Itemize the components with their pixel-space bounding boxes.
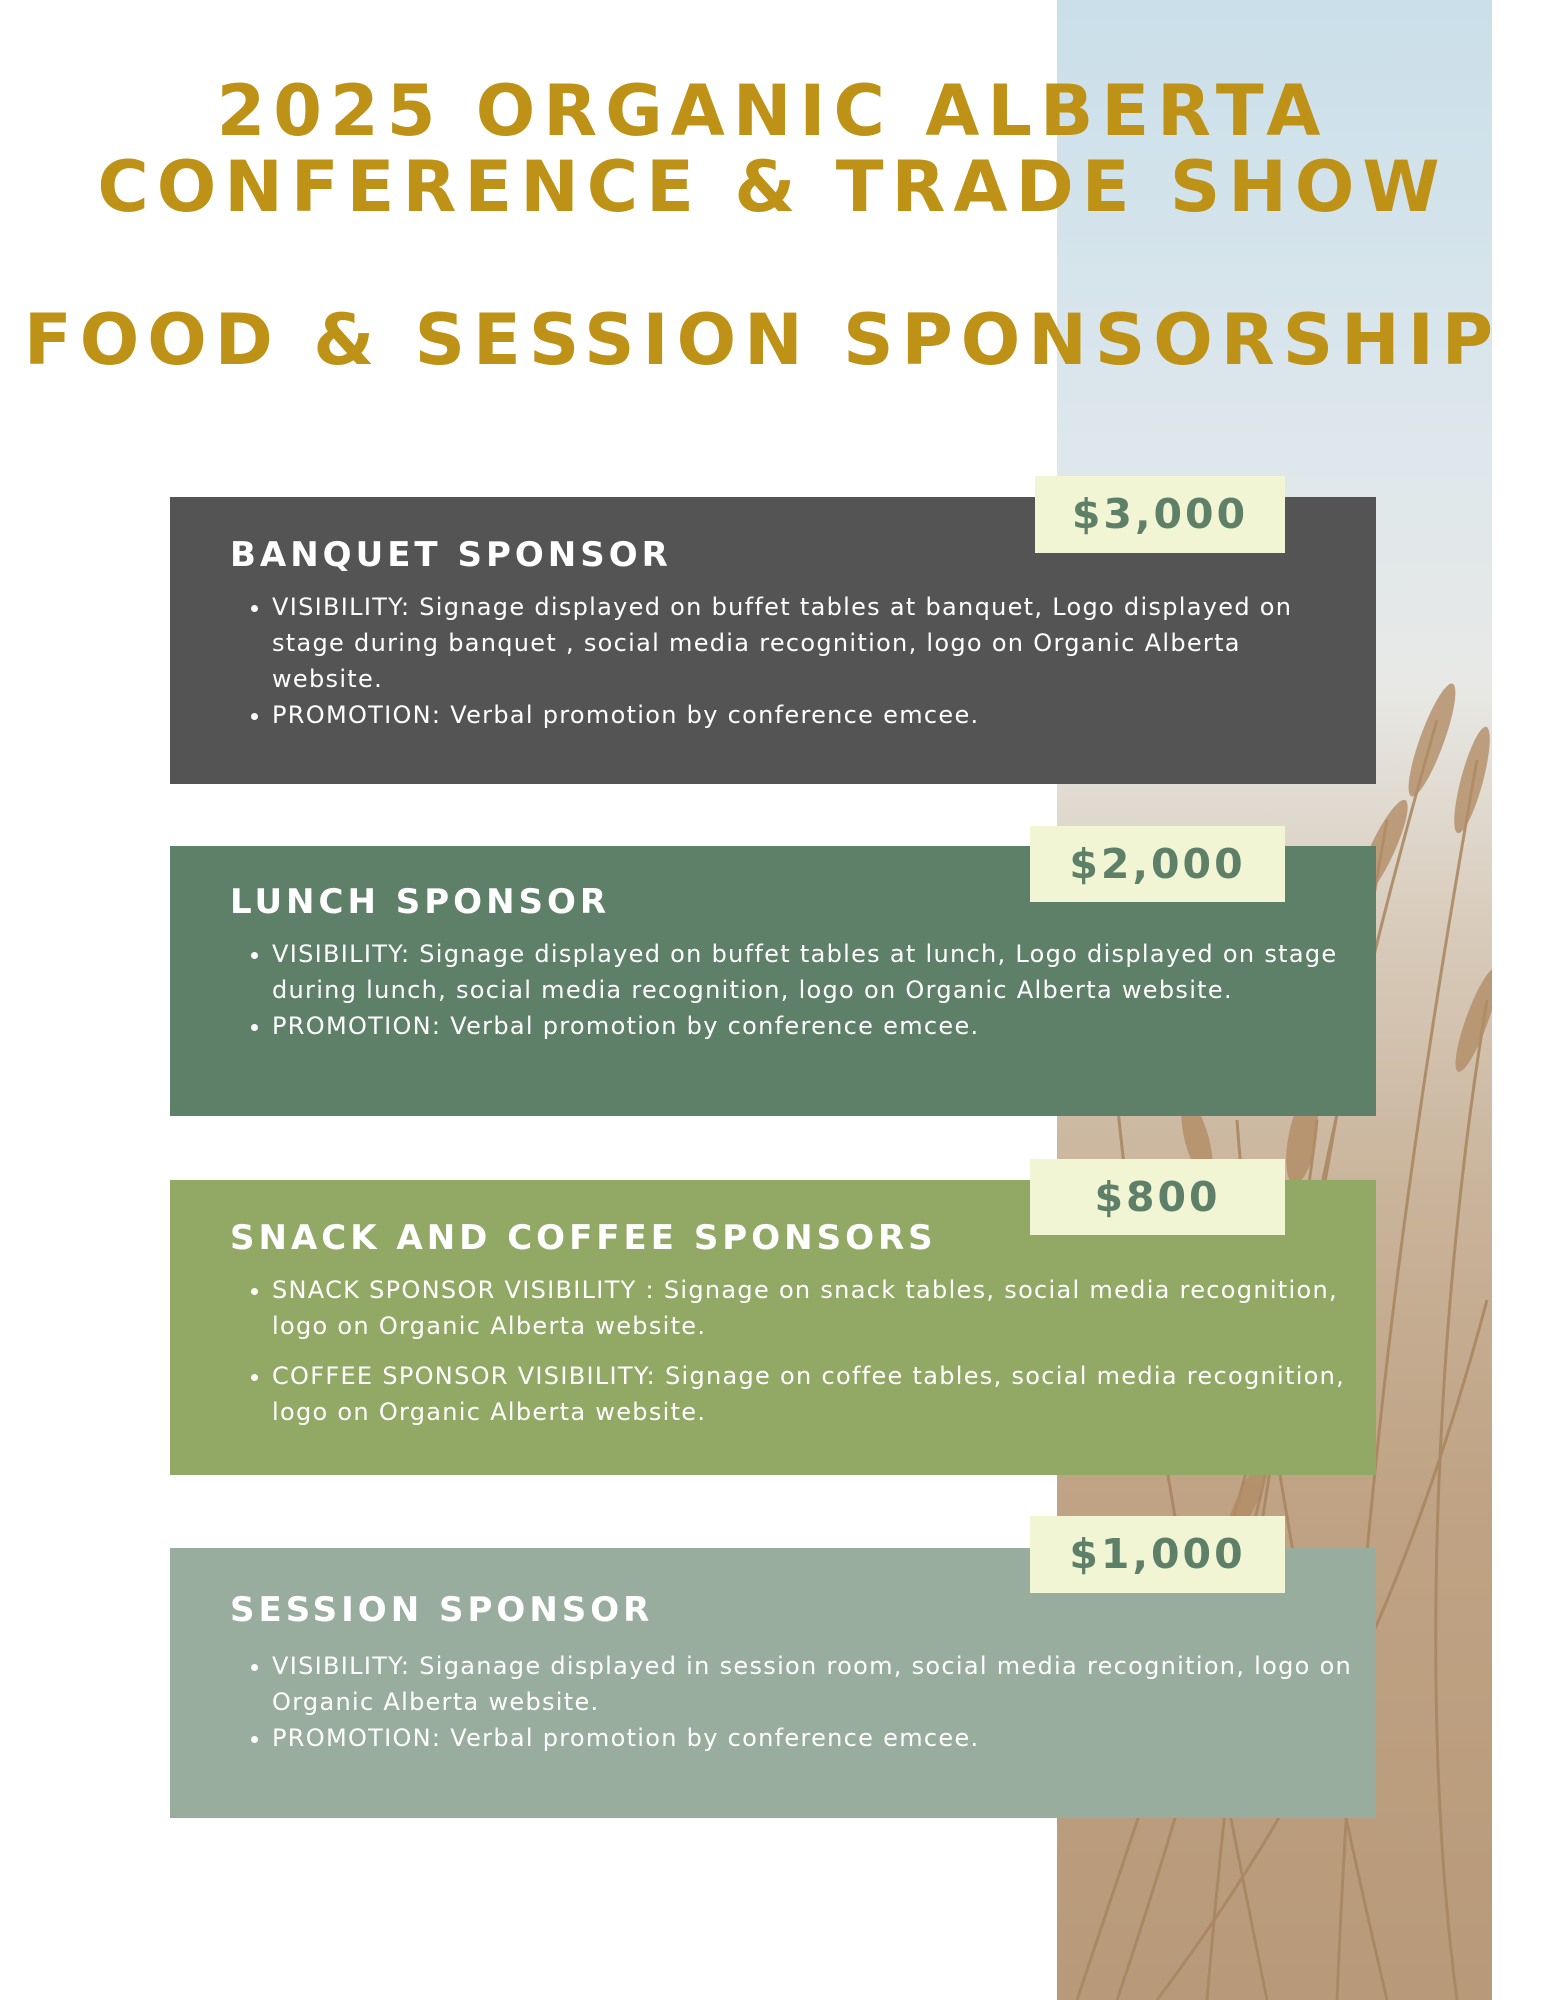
benefit-list <box>230 589 1358 733</box>
benefit-text: : Signage on snack tables, social media recognition, logo on Organic Alberta website. <box>272 1276 1338 1340</box>
benefit-label: VISIBILITY <box>272 940 401 968</box>
benefit-text: : Signage displayed on buffet tables at banquet, Logo displayed on stage during banquet , social media recognition, logo on Organic Alberta website. <box>272 593 1293 693</box>
benefit-item <box>272 1720 1358 1756</box>
price-badge: $2,000 <box>1030 826 1285 902</box>
benefit-label: SNACK SPONSOR VISIBILITY <box>272 1276 637 1304</box>
benefit-item <box>272 1648 1358 1720</box>
title-line-2: CONFERENCE & TRADE SHOW <box>97 146 1448 228</box>
page-subtitle: FOOD & SESSION SPONSORSHIP <box>23 299 1502 381</box>
benefit-item <box>272 589 1358 697</box>
card-title: BANQUET SPONSOR <box>230 535 672 575</box>
card-title: LUNCH SPONSOR <box>230 882 611 922</box>
card-title: SNACK AND COFFEE SPONSORS <box>230 1218 937 1258</box>
benefit-list <box>230 1272 1358 1430</box>
benefit-text: PROMOTION: Verbal promotion by conference emcee. <box>272 1724 980 1752</box>
benefit-item <box>272 1272 1358 1344</box>
price-badge: $1,000 <box>1030 1516 1285 1593</box>
benefit-label: COFFEE SPONSOR VISIBILITY <box>272 1362 647 1390</box>
benefit-list <box>230 936 1358 1044</box>
benefit-text: VISIBILITY: Siganage displayed in session room, social media recognition, logo on Organic Alberta website. <box>272 1652 1353 1716</box>
benefit-text: : Signage on coffee tables, social media recognition, logo on Organic Alberta website. <box>272 1362 1346 1426</box>
benefit-text: PROMOTION: Verbal promotion by conference emcee. <box>272 1012 980 1040</box>
benefit-text: : Signage displayed on buffet tables at lunch, Logo displayed on stage during lunch, social media recognition, logo on Organic Alberta website. <box>272 940 1338 1004</box>
title-line-1: 2025 ORGANIC ALBERTA <box>216 70 1329 152</box>
benefit-item <box>272 697 1358 733</box>
benefit-item <box>272 1008 1358 1044</box>
benefit-item <box>272 1358 1358 1430</box>
price-badge: $800 <box>1030 1159 1285 1235</box>
card-title: SESSION SPONSOR <box>230 1590 654 1630</box>
price-badge: $3,000 <box>1035 476 1285 553</box>
benefit-list <box>230 1648 1358 1756</box>
benefit-item <box>272 936 1358 1008</box>
benefit-label: VISIBILITY <box>272 593 401 621</box>
benefit-text: PROMOTION: Verbal promotion by conference emcee. <box>272 701 980 729</box>
